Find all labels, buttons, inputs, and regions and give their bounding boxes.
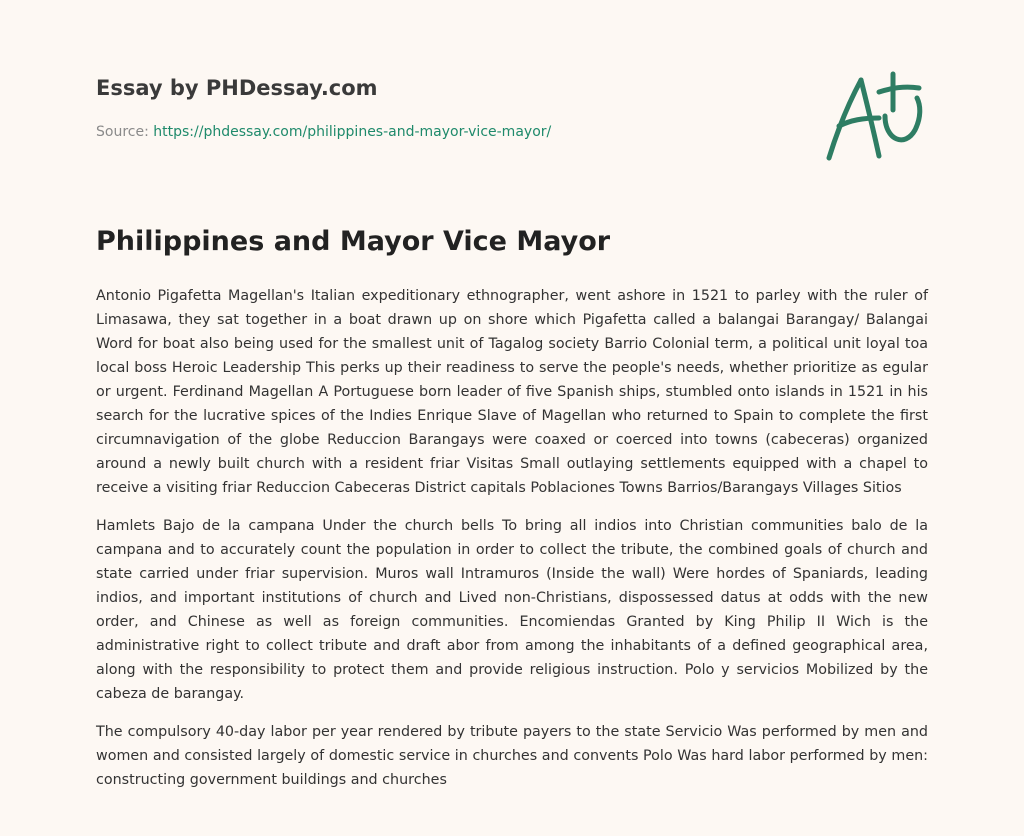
source-line xyxy=(96,124,551,140)
a-plus-logo-icon xyxy=(823,70,927,164)
site-title: Essay by PHDessay.com xyxy=(96,76,378,100)
essay-paragraph: Antonio Pigafetta Magellan's Italian expeditionary ethnographer, went ashore in 1521 to parley with the ruler of Limasawa, they sat together in a boat drawn up on shore which Pigafetta called a balangai Barangay/ Balangai Word for boat also being used for the smallest unit of Tagalog society Barrio Colonial term, a political unit loyal toa local boss Heroic Leadership This perks up their readiness to serve the people's needs, whether prioritize as egular or urgent. Ferdinand Magellan A Portuguese born leader of five Spanish ships, stumbled onto islands in 1521 in his search for the lucrative spices of the Indies Enrique Slave of Magellan who returned to Spain to complete the first circumnavigation of the globe Reduccion Barangays were coaxed or coerced into towns (cabeceras) organized around a newly built church with a resident friar Visitas Small outlaying settlements equipped with a chapel to receive a visiting friar Reduccion Cabeceras District capitals Poblaciones Towns Barrios/Barangays Villages Sitios xyxy=(96,288,928,496)
essay-body xyxy=(96,284,928,806)
essay-paragraph: The compulsory 40-day labor per year rendered by tribute payers to the state Servicio Was performed by men and women and consisted largely of domestic service in churches and convents Polo Was hard labor performed by men: constructing government buildings and churches xyxy=(96,724,928,788)
essay-title: Philippines and Mayor Vice Mayor xyxy=(96,226,611,257)
essay-paragraph: Hamlets Bajo de la campana Under the church bells To bring all indios into Christian communities balo de la campana and to accurately count the population in order to collect the tribute, the combined goals of church and state carried under friar supervision. Muros wall Intramuros (Inside the wall) Were hordes of Spaniards, leading indios, and important institutions of church and Lived non-Christians, dispossessed datus at odds with the new order, and Chinese as well as foreign communities. Encomiendas Granted by King Philip II Wich is the administrative right to collect tribute and draft abor from among the inhabitants of a defined geographical area, along with the responsibility to protect them and provide religious instruction. Polo y servicios Mobilized by the cabeza de barangay. xyxy=(96,518,928,702)
source-link[interactable]: https://phdessay.com/philippines-and-mayor-vice-mayor/ xyxy=(153,124,552,140)
source-label: Source: xyxy=(96,124,154,140)
